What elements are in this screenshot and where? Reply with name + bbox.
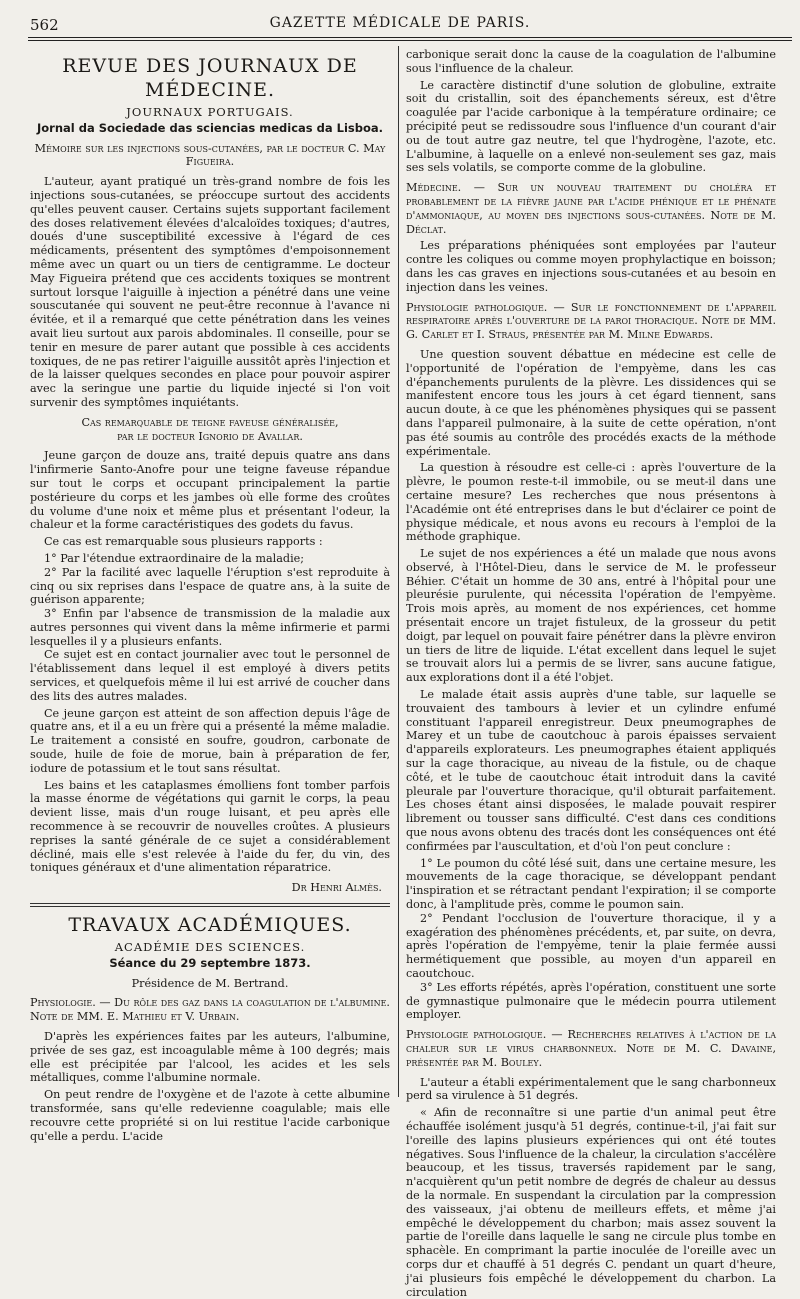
- header-rule: [28, 37, 792, 41]
- cas-paragraph-3: Ce sujet est en contact journalier avec tout le personnel de l'établissement dans lequel il est employé à divers petits services, et quelquefois même il lui est arrivé de coucher dans des lits des autres malades.: [30, 648, 390, 703]
- page-header: [0, 0, 800, 42]
- page-number: 562: [30, 16, 59, 34]
- respiratoire-paragraph-3: Le sujet de nos expériences a été un malade que nous avons observé, à l'Hôtel-Dieu, dans le service de M. le professeur Béhier. C'était un homme de 30 ans, entré à l'hôpital pour une pleurésie purulente, qui nécessita l'opération de l'empyème. Trois mois après, au moment de nos expériences, cet homme présentait encore un trajet fistuleux, de la grosseur du petit doigt, par lequel on pouvait faire pénétrer dans la plèvre environ un tiers de litre de liquide. L'état excellent dans lequel le sujet se trouvait alors lui a permis de se livrer, sans aucune fatigue, aux explorations dont il a été l'objet.: [406, 547, 776, 685]
- journal-running-title: GAZETTE MÉDICALE DE PARIS.: [269, 15, 531, 31]
- right-column: [406, 48, 776, 1299]
- list-item: 1° Le poumon du côté lésé suit, dans une certaine mesure, les mouvements de la cage thoracique, se développant pendant l'inspiration et se rétractant pendant l'expiration; il se comporte donc, à l'amplitude près, comme le poumon sain.: [406, 856, 776, 912]
- seance-date: Séance du 29 septembre 1873.: [109, 955, 311, 970]
- physio-heading: Physiologie. — Du rôle des gaz dans la coagulation de l'albumine. Note de MM. E. Mathieu et V. Urbain.: [30, 996, 390, 1024]
- journaux-portugais-heading: JOURNAUX PORTUGAIS.: [126, 105, 294, 119]
- continued-paragraph: carbonique serait donc la cause de la coagulation de l'albumine sous l'influence de la chaleur.: [406, 48, 776, 75]
- globuline-paragraph: Le caractère distinctif d'une solution de globuline, extraite soit du cristallin, soit des épanchements séreux, est d'être coagulée par l'acide carbonique à la température ordinaire; ce précipité peut se redissoudre sous l'influence d'un courant d'air ou de tout autre gaz neutre, tel que l'hydrogène, l'azote, etc. L'albumine, à laquelle on a enlevé non-seulement ses gaz, mais ses sels volatils, se comporte comme de la globuline.: [406, 78, 776, 175]
- journal-name: Jornal da Sociedade das sciencias medicas da Lisboa.: [36, 120, 384, 135]
- respiratoire-list: [406, 857, 776, 1023]
- physio-paragraph-2: On peut rendre de l'oxygène et de l'azote à cette albumine transformée, sans qu'elle redevienne coagulable; mais elle recouvre cette propriété si on lui restitue l'acide carbonique qu'elle a perdu. L'acide: [30, 1088, 390, 1143]
- list-item: 3° Les efforts répétés, après l'opération, constituent une sorte de gymnastique pulmonaire que le médecin pourra utilement employer.: [406, 980, 776, 1022]
- presidence: Présidence de M. Bertrand.: [131, 976, 289, 990]
- column-divider: [398, 46, 399, 1097]
- memoire-heading: Mémoire sur les injections sous-cutanées, par le docteur C. May Figueira.: [34, 141, 386, 169]
- list-item: 2° Pendant l'occlusion de l'ouverture thoracique, il y a exagération des phénomènes précédents, et, par suite, on devra, après l'opération de l'empyème, tenir la plaie fermée aussi hermétiquement que possible, au moyen d'un appareil en caoutchouc.: [406, 911, 776, 980]
- cas-heading-line-2: par le docteur Ignorio de Avallar.: [117, 429, 303, 443]
- signature: Dr Henri Almès.: [291, 881, 382, 895]
- medecine-paragraph: Les préparations phéniquées sont employées par l'auteur contre les coliques ou comme moyen prophylactique en boisson; dans les cas graves en injections sous-cutanées et au besoin en injection dans les veines.: [406, 239, 776, 294]
- respiratoire-paragraph-2: La question à résoudre est celle-ci : après l'ouverture de la plèvre, le poumon reste-t-il immobile, ou se meut-il dans une certaine mesure? Les recherches que nous présentons à l'Académie ont été entreprises dans le but d'éclairer ce point de physique médicale, et nous avons eu recours à l'emploi de la méthode graphique.: [406, 461, 776, 544]
- list-item: 2° Par la facilité avec laquelle l'éruption s'est reproduite à cinq ou six reprises dans l'espace de quatre ans, à la suite de guérison apparente;: [30, 565, 390, 607]
- cas-list: [30, 552, 390, 649]
- revue-title: REVUE DES JOURNAUX DE MÉDECINE.: [62, 55, 358, 101]
- cas-paragraph-1: Jeune garçon de douze ans, traité depuis quatre ans dans l'infirmerie Santo-Anofre pour une teigne faveuse répandue sur tout le corps et occupant principalement la partie postérieure du corps et les jambes où elle forme des croûtes du volume d'une noix et même plus et présentant l'odeur, la chaleur et la forme caractéristiques des godets du favus.: [30, 449, 390, 532]
- respiratoire-paragraph-1: Une question souvent débattue en médecine est celle de l'opportunité de l'opération de l'empyème, dans les cas d'épanchements purulents de la plèvre. Les dissidences qui se manifestent encore tous les jours à cet égard tiennent, sans aucun doute, à ce que les phénomènes physiques qui se passent dans l'appareil pulmonaire, à la suite de cette opération, n'ont pas été soumis au contrôle des procédés exacts de la méthode expérimentale.: [406, 347, 776, 458]
- left-column: [30, 48, 390, 1143]
- physio-paragraph-1: D'après les expériences faites par les auteurs, l'albumine, privée de ses gaz, est incoagulable même à 100 degrés; mais elle est précipitée par l'alcool, les acides et les sels métalliques, comme l'albumine normale.: [30, 1030, 390, 1085]
- travaux-title: TRAVAUX ACADÉMIQUES.: [68, 914, 352, 937]
- charbon-paragraph-1: L'auteur a établi expérimentalement que le sang charbonneux perd sa virulence à 51 degrés.: [406, 1075, 776, 1103]
- section-separator: [30, 903, 390, 907]
- respiratoire-paragraph-4: Le malade était assis auprès d'une table, sur laquelle se trouvaient des tambours à levier et un cylindre enfumé constituant l'appareil enregistreur. Deux pneumographes de Marey et un tube de caoutchouc à parois épaisses servaient d'appareils explorateurs. Les pneumographes étaient appliqués sur la cage thoracique, au niveau de la fistule, ou de chaque côté, et le tube de caoutchouc était introduit dans la cavité pleurale par l'ouverture thoracique, qu'il obturait parfaitement. Les choses étant ainsi disposées, le malade pouvait respirer librement ou tousser sans difficulté. C'est dans ces conditions que nous avons obtenu des tracés dont les conséquences ont été confirmées par l'auscultation, et d'où l'on peut conclure :: [406, 688, 776, 853]
- cas-paragraph-5: Les bains et les cataplasmes émolliens font tomber parfois la masse énorme de végétations qui garnit le corps, la peau devient lisse, mais d'un rouge luisant, et peu après elle recommence à se recouvrir de nouvelles croûtes. A plusieurs reprises la santé générale de ce sujet a considérablement décliné, mais elle s'est relevée à l'aide du fer, du vin, des toniques généraux et d'une alimentation réparatrice.: [30, 778, 390, 875]
- list-item: 3° Enfin par l'absence de transmission de la maladie aux autres personnes qui vivent dans la même infirmerie et parmi lesquelles il y a plusieurs enfants.: [30, 607, 390, 648]
- memoire-paragraph: L'auteur, ayant pratiqué un très-grand nombre de fois les injections sous-cutanées, se préoccupe surtout des accidents qu'elles peuvent causer. Certains sujets supportant facilement des doses relativement élevées d'alcaloïdes toxiques; d'autres, doués d'une susceptibilité excessive à l'égard de ces médicaments, présentent des symptômes d'empoisonnement même avec un quart ou un tiers de centigramme. Le docteur May Figueira prétend que ces accidents toxiques se montrent surtout lorsque l'aiguille à injection a pénétré dans une veine souscutanée qui souvent ne peut-être reconnue à l'avance ni évitée, et il a remarqué que cette pénétration dans les veines avait lieu surtout aux parois abdominales. Il conseille, pour se tenir en mesure de parer autant que possible à ces accidents toxiques, de ne pas retirer l'aiguille aussitôt après l'injection et de la laisser quelques secondes en place pour pouvoir aspirer avec la seringue une partie du liquide injecté si l'on voit survenir des symptômes inquiétants.: [30, 175, 390, 409]
- charbon-heading: Physiologie pathologique. — Recherches relatives à l'action de la chaleur sur le virus charbonneux. Note de M. C. Davaine, présentée par M. Bouley.: [406, 1028, 776, 1069]
- respiratoire-heading: Physiologie pathologique. — Sur le fonctionnement de l'appareil respiratoire après l'ouverture de la paroi thoracique. Note de MM. G. Carlet et I. Straus, présentée par M. Milne Edwards.: [406, 300, 776, 342]
- cas-paragraph-4: Ce jeune garçon est atteint de son affection depuis l'âge de quatre ans, et il a eu un frère qui a présenté la même maladie. Le traitement a consisté en soufre, goudron, carbonate de soude, huile de foie de morue, bain à préparation de fer, iodure de potassium et le tout sans résultat.: [30, 706, 390, 775]
- cas-paragraph-2: Ce cas est remarquable sous plusieurs rapports :: [44, 535, 323, 549]
- charbon-paragraph-2: « Afin de reconnaître si une partie d'un animal peut être échauffée isolément jusqu'à 51 degrés, continue-t-il, j'ai fait sur l'oreille des lapins plusieurs expériences qui ont été toutes négatives. Sous l'influence de la chaleur, la circulation s'accélère beaucoup, et les tissus, traversés rapidement par le sang, n'acquièrent qu'un petit nombre de degrés de chaleur au dessus de la normale. En suspendant la circulation par la compression des vaisseaux, j'ai obtenu de meilleurs effets, et même j'ai empêché le développement du charbon; mais assez souvent la partie de l'oreille dans laquelle le sang ne circule plus tombe en sphacèle. En comprimant la partie inoculée de l'oreille avec un corps dur et chauffé à 51 degrés C. pendant un quart d'heure, j'ai plusieurs fois empêché le développement du charbon. La circulation: [406, 1106, 776, 1299]
- cas-heading-line-1: Cas remarquable de teigne faveuse généralisée,: [81, 415, 339, 429]
- list-item: 1° Par l'étendue extraordinaire de la maladie;: [44, 551, 305, 565]
- medecine-heading: Médecine. — Sur un nouveau traitement du choléra et probablement de la fièvre jaune par l'acide phénique et le phénate d'ammoniaque, au moyen des injections sous-cutanées. Note de M. Déclat.: [406, 181, 776, 236]
- academie-heading: ACADÉMIE DES SCIENCES.: [114, 940, 306, 955]
